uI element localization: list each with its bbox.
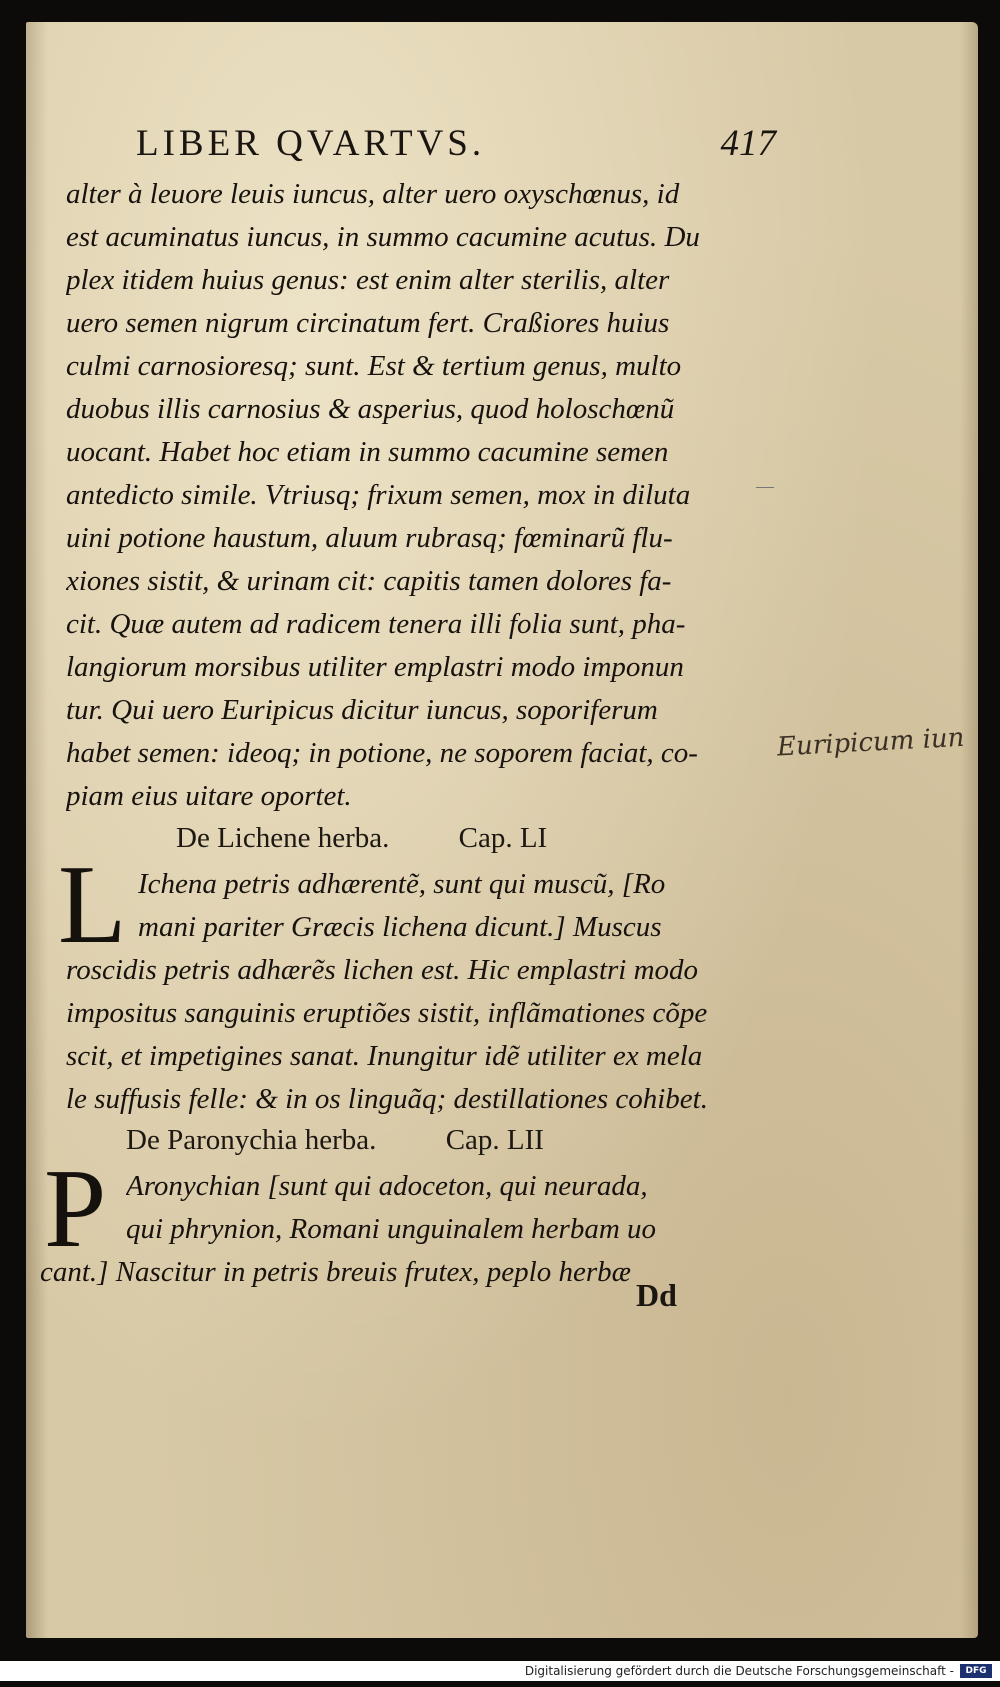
text-line: habet semen: ideoq; in potione, ne soporem faciat, co- (66, 737, 698, 769)
margin-tick (756, 487, 774, 488)
page-number: 417 (720, 123, 776, 164)
text-line: uero semen nigrum circinatum fert. Craßiores huius (66, 307, 670, 339)
text-line: culmi carnosioresq; sunt. Est & tertium genus, multo (66, 350, 682, 382)
book-page (26, 22, 978, 1638)
text-line: Ichena petris adhærentẽ, sunt qui muscũ, [Ro (138, 868, 666, 900)
dfg-logo: DFG (960, 1664, 992, 1678)
running-head-title: LIBER QVARTVS. (136, 123, 486, 164)
chapter-number: Cap. LII (445, 1124, 544, 1156)
text-line: antedicto simile. Vtriusq; frixum semen, mox in diluta (66, 479, 691, 511)
text-line: roscidis petris adhærẽs lichen est. Hic emplastri modo (66, 954, 699, 986)
text-line: scit, et impetigines sanat. Inungitur idẽ utiliter ex mela (66, 1040, 703, 1072)
chapter-title: De Lichene herba. (176, 822, 390, 854)
text-line: qui phrynion, Romani unguinalem herbam uo (126, 1213, 657, 1245)
chapter-heading (176, 822, 547, 855)
text-line: duobus illis carnosius & asperius, quod holoschœnũ (66, 393, 675, 425)
digitization-footer (0, 1661, 1000, 1681)
text-line: piam eius uitare oportet. (66, 780, 352, 812)
text-line: xiones sistit, & urinam cit: capitis tamen dolores fa- (66, 565, 672, 597)
chapter-heading (126, 1124, 544, 1157)
text-line: langiorum morsibus utiliter emplastri modo imponun (66, 651, 684, 683)
chapter-title: De Paronychia herba. (126, 1124, 377, 1156)
text-line: plex itidem huius genus: est enim alter sterilis, alter (66, 264, 670, 296)
text-line: le suffusis felle: & in os linguãq; destillationes cohibet. (66, 1083, 708, 1115)
footer-credit: Digitalisierung gefördert durch die Deutsche Forschungsgemeinschaft - (524, 1664, 954, 1678)
running-head (136, 122, 776, 172)
text-line: uocant. Habet hoc etiam in summo cacumine semen (66, 436, 669, 468)
chapter-number: Cap. LI (458, 822, 548, 854)
text-line: est acuminatus iuncus, in summo cacumine acutus. Du (66, 221, 700, 253)
text-line: mani pariter Græcis lichena dicunt.] Muscus (138, 911, 662, 943)
text-line: impositus sanguinis eruptiões sistit, inflãmationes cõpe (66, 997, 708, 1029)
text-line: cit. Quæ autem ad radicem tenera illi folia sunt, pha- (66, 608, 686, 640)
signature-mark: Dd (636, 1277, 677, 1313)
text-line: alter à leuore leuis iuncus, alter uero oxyschœnus, id (66, 178, 680, 210)
text-line: Aronychian [sunt qui adoceton, qui neurada, (126, 1170, 648, 1202)
drop-cap: L (58, 843, 127, 967)
text-line: uini potione haustum, aluum rubrasq; fœminarũ flu- (66, 522, 673, 554)
text-line: tur. Qui uero Euripicus dicitur iuncus, soporiferum (66, 694, 658, 726)
text-line: cant.] Nascitur in petris breuis frutex, peplo herbæ (40, 1256, 631, 1288)
drop-cap: P (44, 1147, 107, 1271)
handwritten-margin-note: Euripicum iun (776, 722, 966, 763)
